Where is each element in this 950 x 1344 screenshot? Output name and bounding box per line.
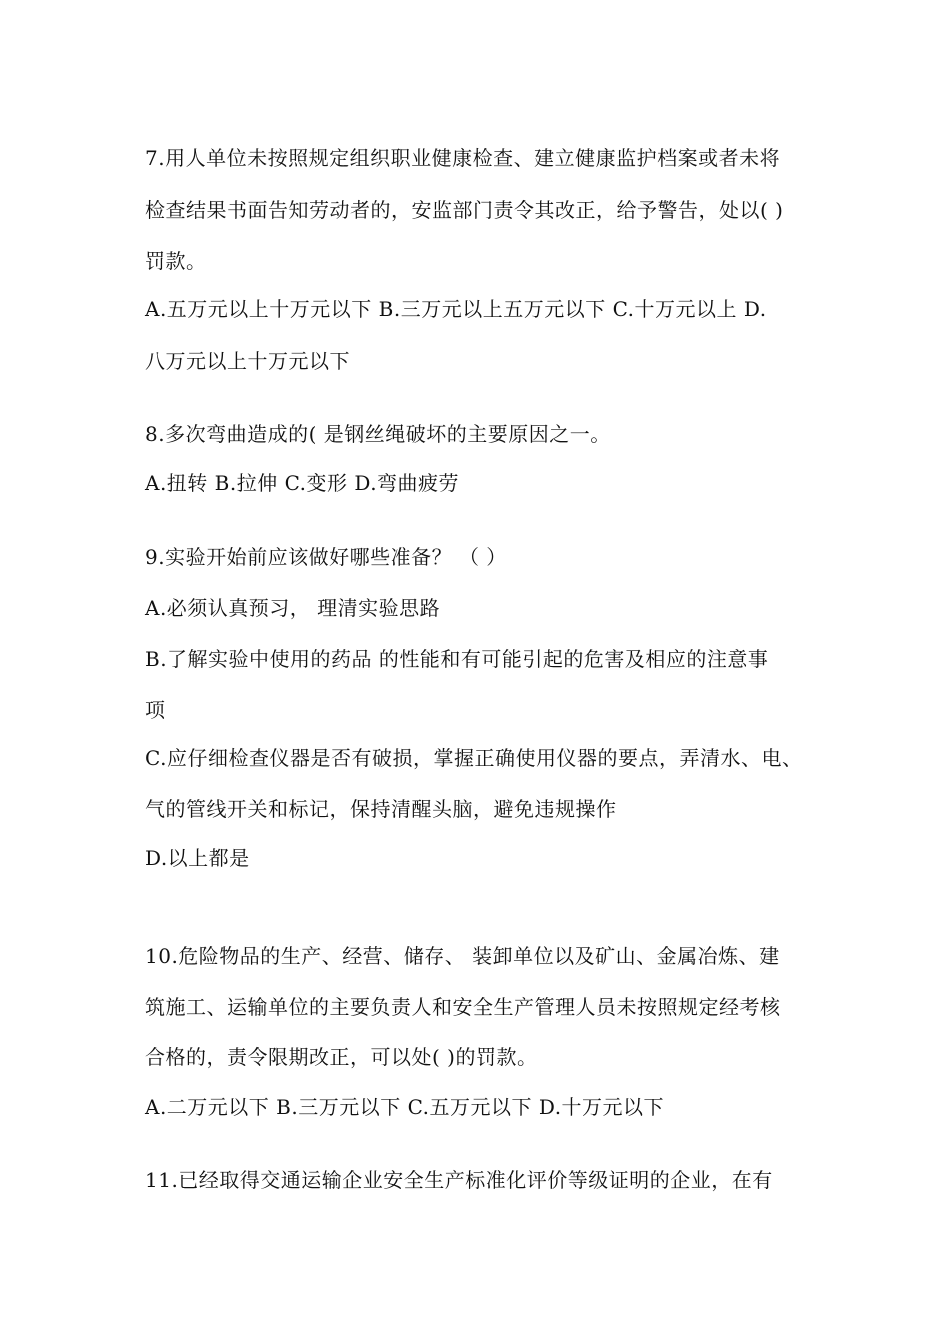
question-11-line-1: 11.已经取得交通运输企业安全生产标准化评价等级证明的企业，在有 — [145, 1168, 773, 1192]
question-7-line-1: 7.用人单位未按照规定组织职业健康检查、建立健康监护档案或者未将 — [145, 146, 781, 170]
question-10-options-line-1: A.二万元以下 B.三万元以下 C.五万元以下 D.十万元以下 — [145, 1095, 665, 1119]
question-7-options-line-2: 八万元以上十万元以下 — [145, 349, 350, 373]
question-7-options-line-1: A.五万元以上十万元以下 B.三万元以上五万元以下 C.十万元以上 D. — [145, 297, 767, 321]
question-9-line-1: 9.实验开始前应该做好哪些准备？ （ ） — [145, 545, 507, 569]
question-9-option-a: A.必须认真预习， 理清实验思路 — [145, 596, 441, 620]
question-10-line-3: 合格的，责令限期改正，可以处( )的罚款。 — [145, 1045, 538, 1069]
question-9-option-b-line-1: B.了解实验中使用的药品 的性能和有可能引起的危害及相应的注意事 — [145, 647, 769, 671]
question-9-option-c-line-2: 气的管线开关和标记，保持清醒头脑，避免违规操作 — [145, 797, 617, 821]
question-10-line-1: 10.危险物品的生产、经营、储存、 装卸单位以及矿山、金属冶炼、建 — [145, 944, 780, 968]
question-7-line-2: 检查结果书面告知劳动者的，安监部门责令其改正，给予警告，处以( ) — [145, 198, 784, 222]
question-9-option-c-line-1: C.应仔细检查仪器是否有破损，掌握正确使用仪器的要点，弄清水、电、 — [145, 746, 803, 770]
question-8-line-1: 8.多次弯曲造成的( 是钢丝绳破坏的主要原因之一。 — [145, 422, 611, 446]
question-9-option-b-line-2: 项 — [145, 698, 166, 722]
question-7-line-3: 罚款。 — [145, 249, 207, 273]
question-9-option-d: D.以上都是 — [145, 846, 250, 870]
question-8-options-line-1: A.扭转 B.拉伸 C.变形 D.弯曲疲劳 — [145, 471, 460, 495]
question-10-line-2: 筑施工、运输单位的主要负责人和安全生产管理人员未按照规定经考核 — [145, 995, 781, 1019]
